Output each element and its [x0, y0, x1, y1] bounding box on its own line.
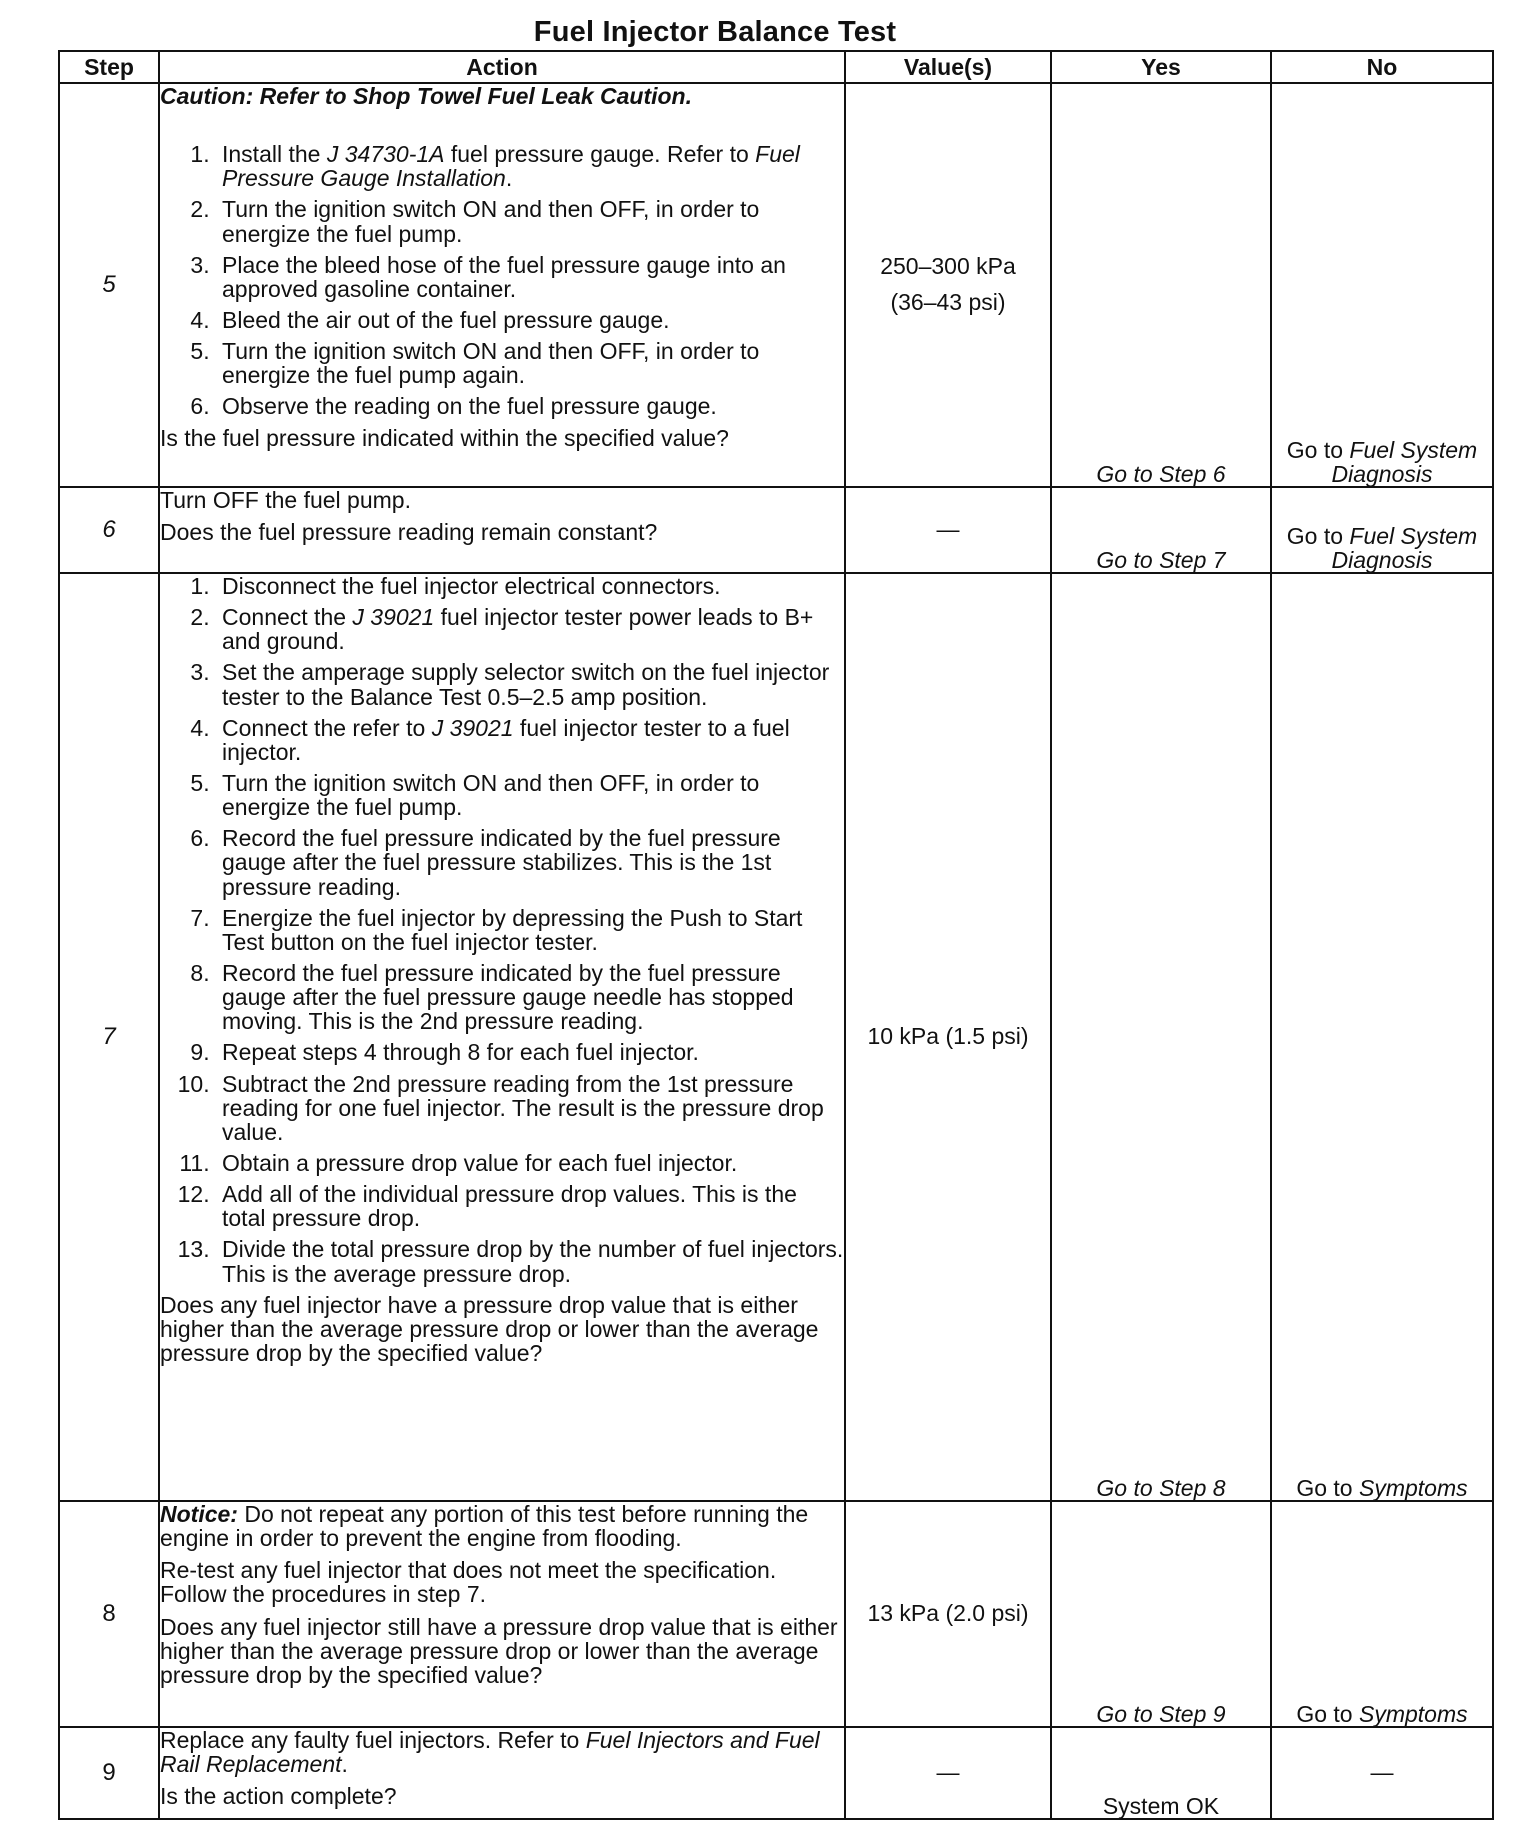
value-text: 250–300 kPa [880, 253, 1016, 280]
action-cell [159, 1501, 845, 1727]
list-item: 5. Turn the ignition switch ON and then OFF, in order to energize the fuel pump. [216, 771, 844, 819]
table-row [59, 487, 1493, 573]
action-text: Re-test any fuel injector that does not meet the specification. Follow the procedures in step 7. [160, 1557, 777, 1608]
list-item: 6. Observe the reading on the fuel pressure gauge. [216, 394, 844, 418]
document-title: Fuel Injector Balance Test [533, 16, 897, 48]
no-cell: Go to Fuel System Diagnosis [1271, 83, 1493, 487]
header-values: Value(s) [845, 51, 1051, 83]
value-cell: 10 kPa (1.5 psi) [845, 573, 1051, 1501]
table-row [59, 1727, 1493, 1819]
list-item: 12. Add all of the individual pressure drop values. This is the total pressure drop. [216, 1182, 844, 1230]
header-yes: Yes [1051, 51, 1271, 83]
step-number: 5 [59, 83, 159, 487]
value-cell: — [845, 1727, 1051, 1819]
list-item: 13. Divide the total pressure drop by the number of fuel injectors. This is the average pressure drop. [216, 1237, 844, 1285]
list-item: 10. Subtract the 2nd pressure reading from the 1st pressure reading for one fuel injector. The result is the pressure drop value. [216, 1072, 844, 1144]
list-item: 6. Record the fuel pressure indicated by the fuel pressure gauge after the fuel pressure stabilizes. This is the 1st pressure reading. [216, 826, 844, 898]
step-number: 9 [59, 1727, 159, 1819]
list-item: 3. Set the amperage supply selector switch on the fuel injector tester to the Balance Test 0.5–2.5 amp position. [216, 660, 844, 708]
value-text: (36–43 psi) [890, 289, 1006, 315]
list-item: 11. Obtain a pressure drop value for each fuel injector. [216, 1151, 844, 1175]
yes-cell: Go to Step 9 [1051, 1501, 1271, 1727]
header-no: No [1271, 51, 1493, 83]
action-text: Turn OFF the fuel pump. [160, 487, 411, 513]
list-item: 7. Energize the fuel injector by depressing the Push to Start Test button on the fuel injector tester. [216, 906, 844, 954]
action-cell [159, 1727, 845, 1819]
action-steps [160, 142, 844, 418]
table-row [59, 573, 1493, 1501]
table-row [59, 83, 1493, 487]
yes-cell: System OK [1051, 1727, 1271, 1819]
question-text: Does any fuel injector still have a pressure drop value that is either higher than the average pressure drop or lower than the average pressure drop by the specified value? [160, 1613, 838, 1688]
step-number: 8 [59, 1501, 159, 1727]
list-item: 9. Repeat steps 4 through 8 for each fuel injector. [216, 1040, 844, 1064]
step-number: 7 [59, 573, 159, 1501]
list-item: 8. Record the fuel pressure indicated by the fuel pressure gauge after the fuel pressure gauge needle has stopped moving. This is the 2nd pressure reading. [216, 961, 844, 1033]
yes-cell: Go to Step 6 [1051, 83, 1271, 487]
header-step: Step [59, 51, 159, 83]
value-cell [845, 83, 1051, 487]
action-cell [159, 83, 845, 487]
no-cell: — [1271, 1727, 1493, 1819]
no-cell: Go to Fuel System Diagnosis [1271, 487, 1493, 573]
caution-text: Caution: Refer to Shop Towel Fuel Leak Caution. [160, 83, 692, 109]
list-item: 1. Disconnect the fuel injector electrical connectors. [216, 574, 844, 598]
list-item: 2. Connect the J 39021 fuel injector tester power leads to B+ and ground. [216, 605, 844, 653]
notice-text: Notice: Do not repeat any portion of this test before running the engine in order to prevent the engine from flooding. [160, 1501, 809, 1552]
action-cell [159, 487, 845, 573]
header-row [59, 51, 1493, 83]
question-text: Is the fuel pressure indicated within the specified value? [160, 424, 729, 451]
no-cell: Go to Symptoms [1271, 573, 1493, 1501]
action-steps [160, 574, 844, 1286]
action-cell [159, 573, 845, 1501]
list-item: 2. Turn the ignition switch ON and then OFF, in order to energize the fuel pump. [216, 197, 844, 245]
list-item: 3. Place the bleed hose of the fuel pressure gauge into an approved gasoline container. [216, 253, 844, 301]
list-item: 4. Bleed the air out of the fuel pressure gauge. [216, 308, 844, 332]
no-cell: Go to Symptoms [1271, 1501, 1493, 1727]
question-text: Does any fuel injector have a pressure drop value that is either higher than the average pressure drop or lower than the average pressure drop by the specified value? [160, 1291, 819, 1366]
diagnostic-table [58, 50, 1494, 1820]
question-text: Is the action complete? [160, 1783, 397, 1810]
question-text: Does the fuel pressure reading remain constant? [160, 519, 658, 546]
table-row [59, 1501, 1493, 1727]
header-action: Action [159, 51, 845, 83]
step-number: 6 [59, 487, 159, 573]
value-cell: — [845, 487, 1051, 573]
yes-cell: Go to Step 7 [1051, 487, 1271, 573]
list-item: 1. Install the J 34730-1A fuel pressure gauge. Refer to Fuel Pressure Gauge Installation. [216, 142, 844, 190]
yes-cell: Go to Step 8 [1051, 573, 1271, 1501]
list-item: 5. Turn the ignition switch ON and then OFF, in order to energize the fuel pump again. [216, 339, 844, 387]
action-text: Replace any faulty fuel injectors. Refer to Fuel Injectors and Fuel Rail Replacement. [160, 1727, 820, 1778]
list-item: 4. Connect the refer to J 39021 fuel injector tester to a fuel injector. [216, 716, 844, 764]
value-cell: 13 kPa (2.0 psi) [845, 1501, 1051, 1727]
